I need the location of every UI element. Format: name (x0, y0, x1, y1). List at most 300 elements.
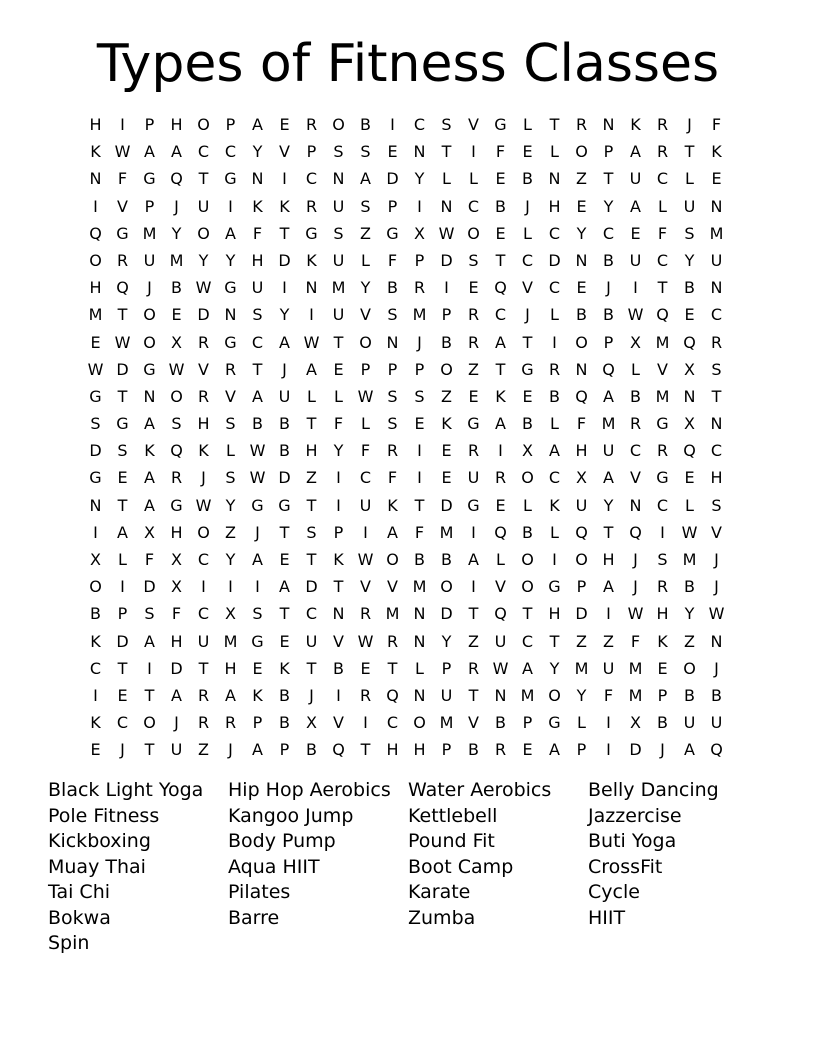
grid-letter: E (279, 550, 290, 569)
grid-letter: B (333, 658, 344, 678)
grid-letter: X (225, 604, 236, 624)
grid-letter: W (168, 359, 185, 379)
grid-letter: I (336, 685, 341, 705)
grid-letter: O (521, 577, 534, 597)
grid-letter: P (576, 577, 587, 597)
grid-letter: B (441, 550, 452, 569)
grid-letter: R (197, 386, 210, 406)
grid-letter: R (575, 115, 588, 134)
grid-letter: D (575, 604, 588, 624)
grid-letter: I (633, 278, 638, 298)
grid-letter: F (252, 223, 263, 243)
grid-letter: J (714, 550, 719, 569)
grid-letter: D (305, 577, 318, 597)
grid-letter: R (710, 332, 723, 352)
grid-letter: B (387, 278, 398, 298)
grid-letter: J (714, 658, 719, 678)
grid-letter: A (549, 740, 560, 760)
grid-letter: H (224, 658, 237, 678)
grid-letter: B (279, 685, 290, 705)
grid-letter: G (224, 278, 237, 298)
grid-letter: O (521, 468, 534, 488)
grid-letter: K (279, 658, 290, 678)
grid-letter: A (603, 386, 614, 406)
grid-letter: S (414, 386, 425, 406)
grid-letter: P (441, 305, 452, 325)
grid-letter: Y (576, 685, 587, 705)
grid-letter: A (549, 441, 560, 461)
grid-letter: J (525, 196, 530, 216)
grid-letter: B (495, 196, 506, 216)
grid-letter: V (387, 577, 398, 597)
grid-letter: U (332, 305, 345, 325)
grid-letter: Y (225, 550, 236, 569)
grid-letter: Z (468, 359, 479, 379)
grid-letter: V (360, 577, 371, 597)
grid-letter: G (467, 495, 480, 515)
grid-letter: S (144, 604, 155, 624)
grid-letter: G (467, 414, 480, 434)
grid-letter: A (495, 332, 506, 352)
grid-letter: Z (306, 468, 317, 488)
grid-letter: Q (332, 740, 345, 760)
grid-letter: W (114, 332, 131, 352)
grid-letter: U (494, 631, 507, 651)
grid-letter: J (228, 740, 233, 760)
grid-letter: K (387, 495, 398, 515)
grid-letter: T (414, 495, 425, 515)
grid-letter: S (387, 305, 398, 325)
grid-letter: S (117, 441, 128, 461)
grid-letter: T (711, 386, 722, 406)
grid-letter: O (197, 115, 210, 134)
grid-letter: D (89, 441, 102, 461)
grid-letter: T (603, 522, 614, 542)
grid-letter: A (144, 414, 155, 434)
grid-letter: I (471, 577, 476, 597)
grid-letter: C (629, 441, 642, 461)
grid-letter: P (414, 359, 425, 379)
grid-letter: Q (116, 278, 129, 298)
grid-letter: E (252, 658, 263, 678)
grid-letter: W (627, 604, 644, 624)
grid-letter: N (89, 169, 102, 189)
grid-letter: A (522, 658, 533, 678)
grid-letter: T (549, 115, 560, 134)
grid-letter: G (305, 223, 318, 243)
grid-letter: I (93, 685, 98, 705)
grid-letter: M (88, 305, 103, 325)
grid-letter: S (468, 250, 479, 270)
grid-letter: B (90, 604, 101, 624)
grid-letter: U (629, 169, 642, 189)
grid-letter: I (363, 713, 368, 733)
grid-letter: T (522, 604, 533, 624)
grid-letter: R (467, 441, 480, 461)
grid-letter: I (147, 658, 152, 678)
grid-letter: E (90, 332, 101, 352)
grid-letter: U (602, 658, 615, 678)
grid-letter: B (306, 740, 317, 760)
grid-letter: Y (360, 278, 371, 298)
word-list-item: Tai Chi (48, 881, 111, 903)
grid-letter: I (336, 495, 341, 515)
grid-letter: T (117, 495, 128, 515)
grid-letter: E (576, 278, 587, 298)
grid-letter: V (630, 468, 641, 488)
grid-letter: B (468, 740, 479, 760)
grid-letter: W (357, 550, 374, 569)
grid-letter: G (170, 495, 183, 515)
grid-letter: N (89, 495, 102, 515)
grid-letter: L (550, 414, 559, 434)
grid-letter: L (685, 169, 694, 189)
grid-letter: J (633, 577, 638, 597)
grid-letter: E (684, 468, 695, 488)
grid-letter: P (360, 359, 371, 379)
grid-letter: I (120, 115, 125, 134)
grid-letter: A (360, 169, 371, 189)
grid-letter: R (494, 740, 507, 760)
grid-letter: V (333, 713, 344, 733)
grid-letter: I (606, 713, 611, 733)
grid-letter: G (89, 468, 102, 488)
grid-letter: Y (225, 250, 236, 270)
grid-letter: I (93, 196, 98, 216)
grid-letter: E (171, 305, 182, 325)
grid-letter: Y (576, 223, 587, 243)
grid-letter: T (387, 658, 398, 678)
grid-letter: Z (576, 631, 587, 651)
grid-letter: V (468, 115, 479, 134)
grid-letter: Z (684, 631, 695, 651)
grid-letter: B (495, 713, 506, 733)
grid-letter: N (710, 631, 723, 651)
word-list-item: Belly Dancing (588, 779, 719, 801)
grid-letter: E (495, 169, 506, 189)
grid-letter: W (195, 278, 212, 298)
grid-letter: X (144, 522, 155, 542)
grid-letter: E (711, 169, 722, 189)
grid-letter: O (521, 550, 534, 569)
grid-letter: M (574, 658, 589, 678)
grid-letter: D (116, 631, 129, 651)
grid-letter: N (710, 196, 723, 216)
grid-letter: U (683, 713, 696, 733)
grid-letter: M (682, 550, 697, 569)
grid-letter: T (333, 577, 344, 597)
grid-letter: O (332, 115, 345, 134)
grid-letter: S (171, 414, 182, 434)
grid-letter: L (523, 115, 532, 134)
grid-letter: U (143, 250, 156, 270)
grid-letter: W (249, 468, 266, 488)
grid-letter: U (710, 250, 723, 270)
grid-letter: S (252, 604, 263, 624)
grid-letter: M (439, 713, 454, 733)
grid-letter: W (249, 441, 266, 461)
grid-letter: H (89, 115, 102, 134)
grid-letter: M (655, 386, 670, 406)
grid-letter: G (251, 631, 264, 651)
grid-letter: N (710, 414, 723, 434)
grid-letter: S (387, 386, 398, 406)
grid-letter: O (143, 332, 156, 352)
grid-letter: R (548, 359, 561, 379)
grid-letter: I (363, 522, 368, 542)
word-list-item: Pound Fit (408, 830, 495, 852)
grid-letter: E (468, 278, 479, 298)
grid-letter: N (494, 685, 507, 705)
grid-letter: Z (360, 223, 371, 243)
grid-letter: U (629, 250, 642, 270)
grid-letter: M (385, 604, 400, 624)
page-title: Types of Fitness Classes (96, 34, 720, 94)
grid-letter: C (305, 169, 318, 189)
grid-letter: P (144, 196, 155, 216)
grid-letter: Q (575, 522, 588, 542)
grid-letter: H (413, 740, 426, 760)
grid-letter: K (333, 550, 344, 569)
word-list-item: Karate (408, 881, 471, 903)
grid-letter: R (305, 196, 318, 216)
grid-letter: Z (225, 522, 236, 542)
grid-letter: I (660, 522, 665, 542)
grid-letter: S (225, 468, 236, 488)
grid-letter: A (603, 468, 614, 488)
grid-letter: X (522, 441, 533, 461)
grid-letter: N (332, 169, 345, 189)
grid-letter: C (656, 169, 669, 189)
grid-letter: A (117, 522, 128, 542)
word-list-item: Buti Yoga (588, 830, 677, 852)
grid-letter: I (417, 196, 422, 216)
grid-letter: E (441, 468, 452, 488)
grid-letter: C (305, 604, 318, 624)
grid-letter: G (548, 577, 561, 597)
grid-letter: M (628, 685, 643, 705)
grid-letter: U (251, 278, 264, 298)
grid-letter: P (603, 332, 614, 352)
grid-letter: S (333, 142, 344, 162)
grid-letter: S (441, 115, 452, 134)
grid-letter: T (144, 685, 155, 705)
grid-letter: C (710, 305, 723, 325)
grid-letter: J (174, 713, 179, 733)
grid-letter: G (251, 495, 264, 515)
grid-letter: H (386, 740, 399, 760)
grid-letter: K (441, 414, 452, 434)
grid-letter: G (143, 169, 156, 189)
grid-letter: U (602, 441, 615, 461)
grid-letter: C (521, 631, 534, 651)
grid-letter: P (333, 522, 344, 542)
grid-letter: D (440, 604, 453, 624)
grid-letter: G (521, 359, 534, 379)
grid-letter: E (360, 658, 371, 678)
grid-letter: Y (252, 142, 263, 162)
grid-letter: T (279, 604, 290, 624)
grid-letter: E (495, 223, 506, 243)
grid-letter: D (278, 468, 291, 488)
grid-letter: S (684, 223, 695, 243)
grid-letter: T (495, 250, 506, 270)
word-list (48, 778, 768, 957)
grid-letter: L (550, 522, 559, 542)
grid-letter: D (278, 250, 291, 270)
grid-letter: S (387, 414, 398, 434)
grid-letter: O (683, 658, 696, 678)
grid-letter: E (279, 631, 290, 651)
grid-letter: W (627, 305, 644, 325)
grid-letter: Q (494, 604, 507, 624)
grid-letter: J (201, 468, 206, 488)
grid-letter: N (305, 278, 318, 298)
grid-letter: T (117, 658, 128, 678)
grid-letter: C (251, 332, 264, 352)
grid-letter: S (711, 359, 722, 379)
grid-letter: O (170, 386, 183, 406)
grid-letter: C (521, 250, 534, 270)
grid-letter: S (90, 414, 101, 434)
grid-letter: R (656, 441, 669, 461)
grid-letter: E (468, 386, 479, 406)
grid-letter: A (171, 142, 182, 162)
grid-letter: F (711, 115, 722, 134)
word-list-item: Muay Thai (48, 855, 146, 878)
grid-letter: F (630, 631, 641, 651)
grid-letter: F (495, 142, 506, 162)
grid-letter: P (441, 658, 452, 678)
grid-letter: A (306, 359, 317, 379)
grid-letter: L (577, 713, 586, 733)
grid-letter: A (468, 550, 479, 569)
grid-letter: A (630, 142, 641, 162)
word-list-item: Kangoo Jump (228, 804, 354, 827)
grid-letter: G (386, 223, 399, 243)
grid-letter: B (684, 278, 695, 298)
grid-letter: O (89, 250, 102, 270)
word-list-item: Pilates (228, 881, 291, 903)
grid-letter: I (228, 196, 233, 216)
grid-letter: A (630, 196, 641, 216)
grid-letter: Q (170, 169, 183, 189)
grid-letter: J (714, 577, 719, 597)
grid-letter: N (413, 631, 426, 651)
grid-letter: Y (171, 223, 182, 243)
grid-letter: T (495, 359, 506, 379)
grid-letter: A (495, 414, 506, 434)
grid-letter: X (90, 550, 101, 569)
word-list-item: Kettlebell (408, 804, 498, 827)
grid-letter: F (603, 685, 614, 705)
grid-letter: F (576, 414, 587, 434)
grid-letter: K (252, 685, 263, 705)
grid-letter: S (711, 495, 722, 515)
grid-letter: C (656, 250, 669, 270)
grid-letter: E (657, 658, 668, 678)
grid-letter: C (386, 713, 399, 733)
grid-letter: C (494, 305, 507, 325)
grid-letter: Y (333, 441, 344, 461)
grid-letter: R (197, 332, 210, 352)
grid-letter: P (387, 359, 398, 379)
grid-letter: R (467, 658, 480, 678)
word-list-item: Body Pump (228, 830, 336, 852)
grid-letter: J (525, 305, 530, 325)
grid-letter: I (228, 577, 233, 597)
grid-letter: R (467, 332, 480, 352)
grid-letter: A (603, 577, 614, 597)
grid-letter: C (116, 713, 129, 733)
grid-letter: Z (441, 386, 452, 406)
grid-letter: U (197, 196, 210, 216)
grid-letter: E (576, 196, 587, 216)
grid-letter: P (576, 740, 587, 760)
grid-letter: T (522, 332, 533, 352)
grid-letter: L (118, 550, 127, 569)
grid-letter: N (710, 278, 723, 298)
grid-letter: B (630, 386, 641, 406)
grid-letter: E (90, 740, 101, 760)
word-list-item: Barre (228, 906, 280, 929)
grid-letter: H (305, 441, 318, 461)
grid-letter: D (170, 658, 183, 678)
grid-letter: I (120, 577, 125, 597)
grid-letter: S (333, 223, 344, 243)
grid-letter: N (629, 495, 642, 515)
grid-letter: D (440, 250, 453, 270)
grid-letter: R (413, 278, 426, 298)
grid-letter: R (359, 685, 372, 705)
word-list-item: Water Aerobics (408, 779, 552, 801)
grid-letter: M (709, 223, 724, 243)
word-list-item: Cycle (588, 881, 640, 903)
grid-letter: O (413, 713, 426, 733)
grid-letter: N (548, 169, 561, 189)
word-list-item: Hip Hop Aerobics (228, 779, 391, 801)
grid-letter: G (224, 169, 237, 189)
grid-letter: J (417, 332, 422, 352)
grid-letter: C (359, 468, 372, 488)
grid-letter: K (144, 441, 155, 461)
grid-letter: R (656, 577, 669, 597)
grid-letter: Z (468, 631, 479, 651)
grid-letter: H (170, 115, 183, 134)
grid-letter: R (359, 604, 372, 624)
grid-letter: O (548, 685, 561, 705)
grid-letter: O (440, 359, 453, 379)
grid-letter: N (602, 115, 615, 134)
grid-letter: K (306, 250, 317, 270)
grid-letter: T (279, 223, 290, 243)
grid-letter: C (413, 115, 426, 134)
grid-letter: T (468, 685, 479, 705)
grid-letter: L (685, 495, 694, 515)
grid-letter: U (575, 495, 588, 515)
grid-letter: D (548, 250, 561, 270)
grid-letter: Q (710, 740, 723, 760)
grid-letter: B (414, 550, 425, 569)
grid-letter: C (710, 441, 723, 461)
word-list-item: Boot Camp (408, 855, 514, 878)
grid-letter: O (467, 223, 480, 243)
grid-letter: O (89, 577, 102, 597)
grid-letter: E (117, 468, 128, 488)
grid-letter: O (386, 550, 399, 569)
word-list-item: Aqua HIIT (228, 855, 320, 878)
grid-letter: W (492, 658, 509, 678)
